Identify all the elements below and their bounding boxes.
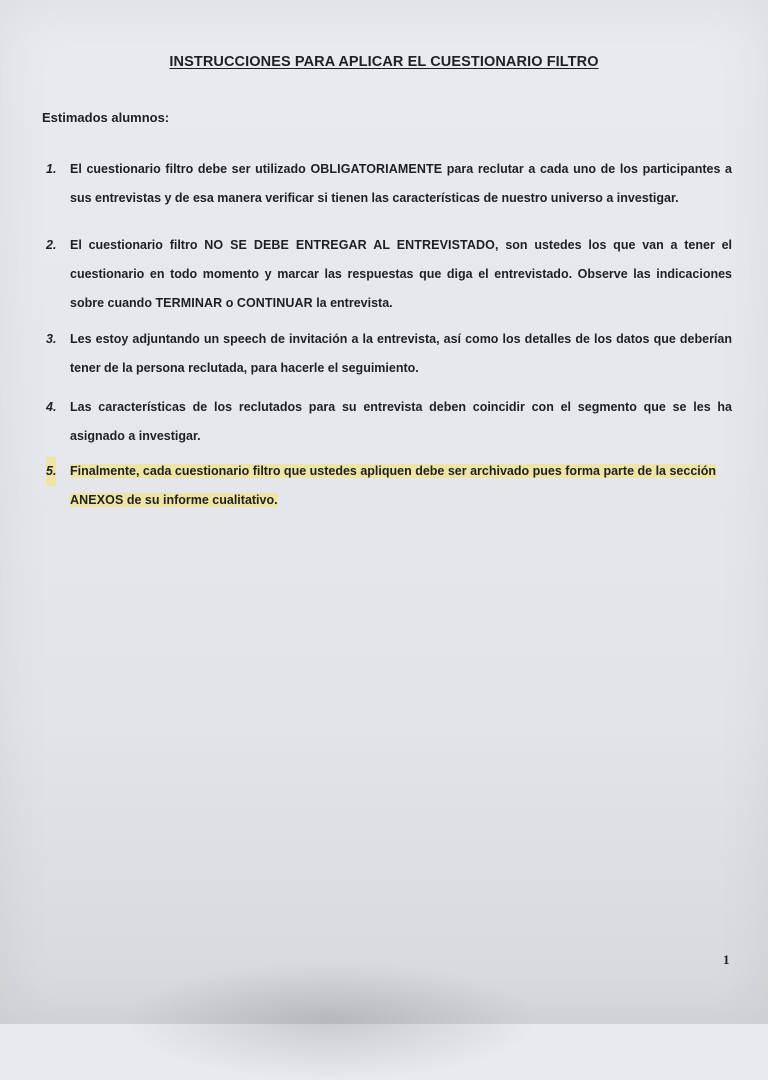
instruction-item-1	[42, 155, 732, 213]
item-number: 3.	[46, 332, 57, 346]
item-text	[70, 457, 732, 515]
item-number: 4.	[46, 400, 57, 414]
item-text: El cuestionario filtro NO SE DEBE ENTREGAR AL ENTREVISTADO, son ustedes los que van a tener el cuestionario en todo momento y marcar las respuestas que diga el entrevistado. Observe las indicaciones sobre cuando TERMINAR o CONTINUAR la entrevista.	[70, 238, 733, 310]
instruction-item-3	[42, 325, 732, 383]
item-number: 1.	[46, 162, 57, 176]
page-number: 1	[723, 952, 730, 967]
item-number: 5.	[46, 457, 56, 486]
item-text: Les estoy adjuntando un speech de invitación a la entrevista, así como los detalles de los datos que deberían tener de la persona reclutada, para hacerle el seguimiento.	[70, 332, 732, 375]
instruction-item-5	[42, 457, 732, 515]
item-number: 2.	[46, 238, 57, 252]
highlighted-line: Finalmente, cada cuestionario filtro que ustedes apliquen debe ser archivado pues forma parte de la sección	[70, 464, 717, 478]
emphasis: TERMINAR	[155, 296, 223, 310]
emphasis: CONTINUAR	[236, 296, 313, 310]
item-text: Las características de los reclutados para su entrevista deben coincidir con el segmento que se les ha asignado a investigar.	[70, 400, 732, 443]
document-title: INSTRUCCIONES PARA APLICAR EL CUESTIONARIO FILTRO	[169, 54, 599, 70]
emphasis: OBLIGATORIAMENTE	[310, 162, 443, 176]
instruction-item-2	[42, 231, 732, 318]
item-text: El cuestionario filtro debe ser utilizado OBLIGATORIAMENTE para reclutar a cada uno de los participantes a sus entrevistas y de esa manera verificar si tienen las características de nuestro universo a investigar.	[70, 162, 732, 205]
instruction-item-4	[42, 393, 732, 451]
photo-shadow	[120, 960, 540, 1080]
emphasis: ANEXOS	[70, 493, 124, 507]
greeting: Estimados alumnos:	[42, 110, 170, 125]
highlighted-line: ANEXOS de su informe cualitativo.	[70, 493, 278, 507]
emphasis: NO SE DEBE ENTREGAR AL ENTREVISTADO,	[204, 238, 499, 252]
